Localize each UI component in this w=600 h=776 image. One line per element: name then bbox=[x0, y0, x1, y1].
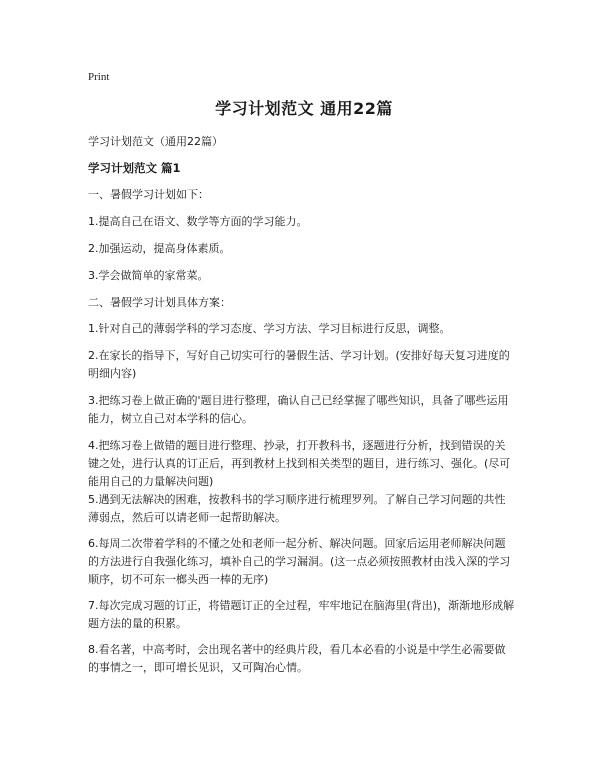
paragraph: 3.把练习卷上做正确的'题目进行整理，确认自己已经掌握了哪些知识，具备了哪些运用能力，树立自己对本学科的信心。 bbox=[88, 394, 509, 425]
paragraph: 7.每次完成习题的订正，将错题订正的全过程，牢牢地记在脑海里(背出)，渐渐地形成解题方法的量的积累。 bbox=[88, 599, 515, 630]
paragraph: 8.看名著，中高考时，会出现名著中的经典片段，看几本必看的小说是中学生必需要做的事情之一，即可增长见识，又可陶冶心情。 bbox=[88, 643, 506, 674]
paragraph: 2.在家长的指导下，写好自己切实可行的暑假生活、学习计划。(安排好每天复习进度的明细内容) bbox=[88, 349, 510, 380]
paragraph: 2.加强运动，提高身体素质。 bbox=[88, 242, 231, 255]
paragraph: 5.遇到无法解决的困难，按教科书的学习顺序进行梳理罗列。了解自己学习问题的共性薄弱点，然后可以请老师一起帮助解决。 bbox=[88, 493, 506, 524]
section-heading: 学习计划范文 篇1 bbox=[88, 161, 181, 175]
paragraph: 3.学会做简单的家常菜。 bbox=[88, 269, 209, 282]
document-subtitle: 学习计划范文（通用22篇） bbox=[88, 135, 223, 148]
paragraph: 一、暑假学习计划如下： bbox=[88, 188, 209, 201]
print-link[interactable]: Print bbox=[88, 71, 110, 83]
paragraph: 二、暑假学习计划具体方案： bbox=[88, 296, 231, 309]
paragraph: 1.提高自己在语文、数学等方面的学习能力。 bbox=[88, 215, 308, 228]
paragraph: 4.把练习卷上做错的题目进行整理、抄录，打开教科书，逐题进行分析，找到错误的关键之处，进行认真的订正后，再到教材上找到相关类型的题目，进行练习、强化。(尽可能用自己的力量解决问题) bbox=[88, 439, 511, 488]
document-title: 学习计划范文 通用22篇 bbox=[215, 99, 393, 118]
paragraph: 6.每周二次带着学科的不懂之处和老师一起分析、解决问题。回家后运用老师解决问题的方法进行自我强化练习，填补自己的学习漏洞。(这一点必须按照教材由浅入深的学习顺序，切不可东一榔头西一棒的无序) bbox=[88, 537, 511, 586]
paragraph: 1.针对自己的薄弱学科的学习态度、学习方法、学习目标进行反思，调整。 bbox=[88, 322, 451, 335]
